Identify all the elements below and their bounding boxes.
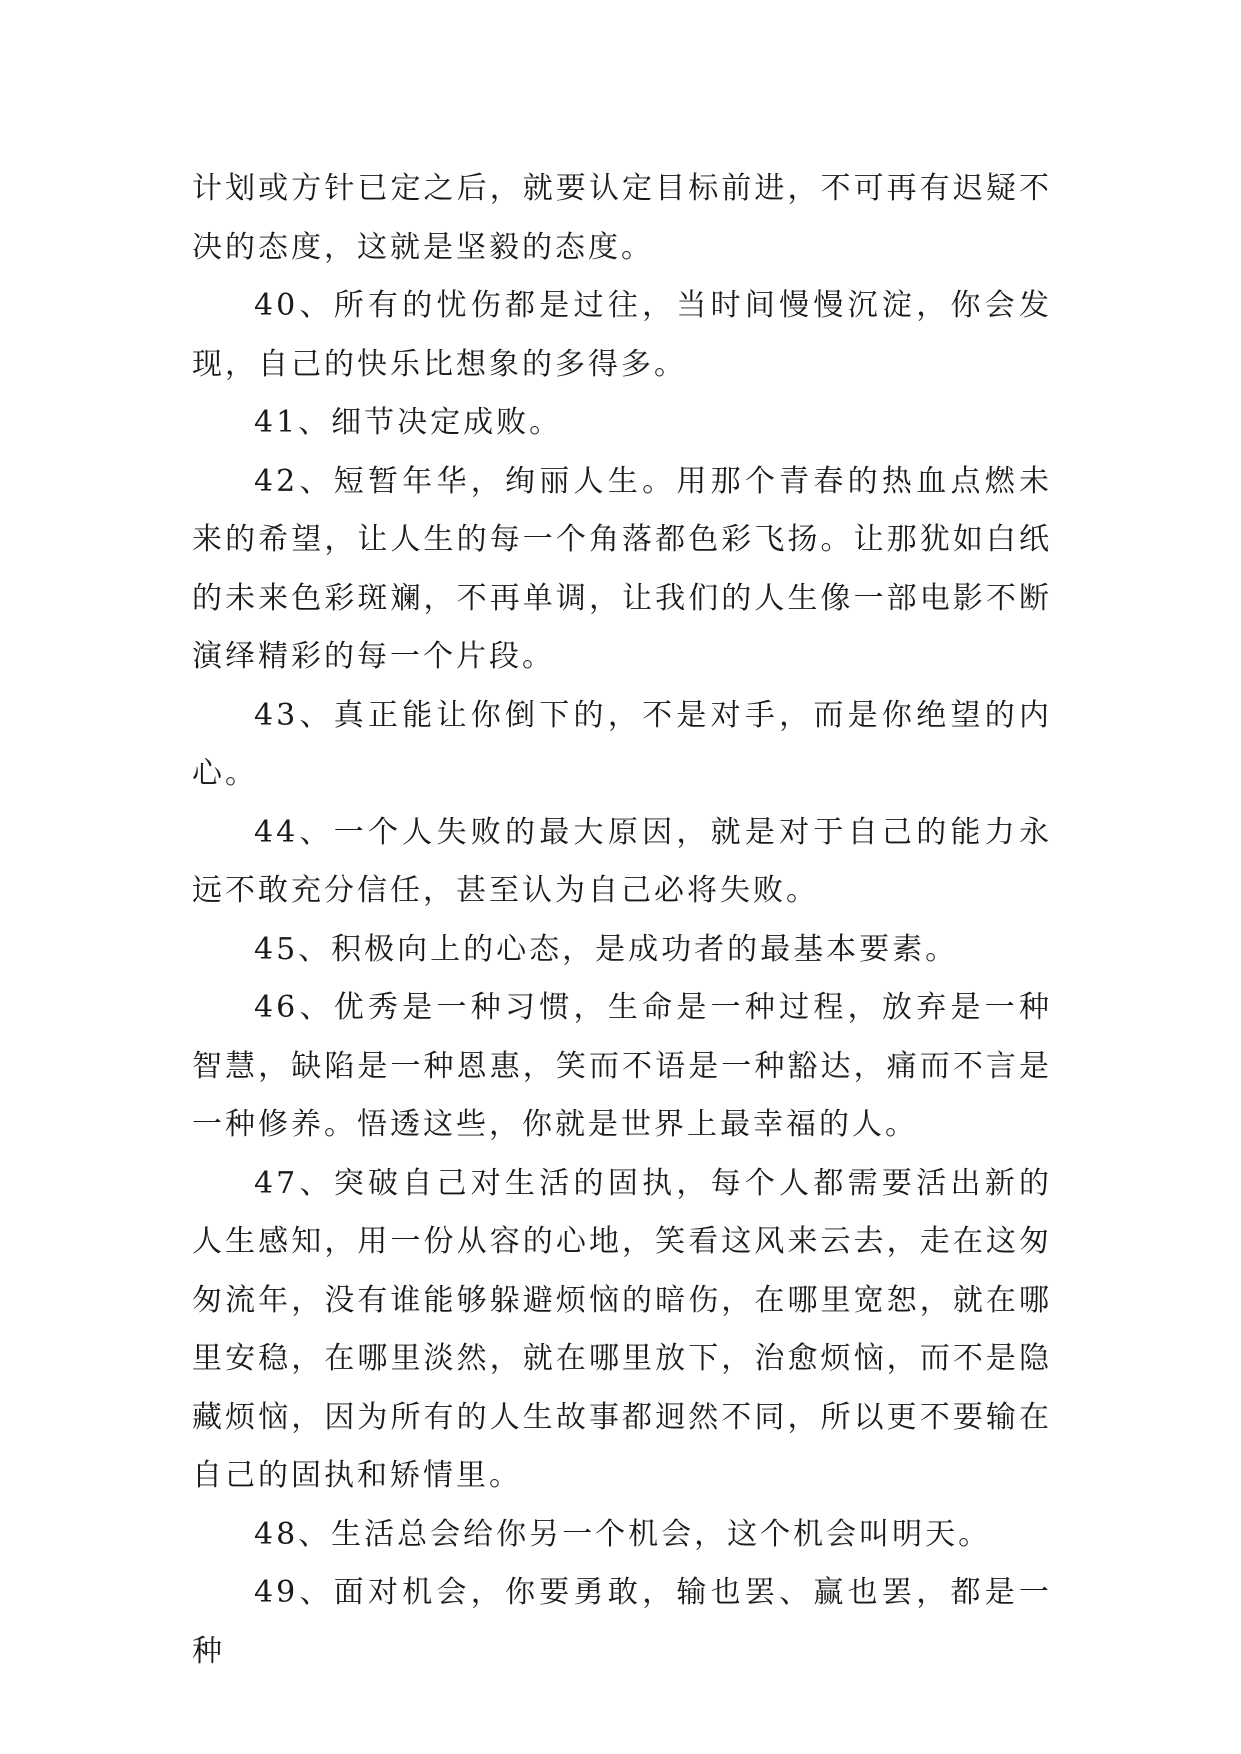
document-body <box>192 160 1052 1681</box>
paragraph-40: 40、所有的忧伤都是过往，当时间慢慢沉淀，你会发现，自己的快乐比想象的多得多。 <box>192 288 1052 382</box>
paragraph-continuation: 计划或方针已定之后，就要认定目标前进，不可再有迟疑不决的态度，这就是坚毅的态度。 <box>192 171 1052 265</box>
paragraph-42: 42、短暂年华，绚丽人生。用那个青春的热血点燃未来的希望，让人生的每一个角落都色彩飞扬。让那犹如白纸的未来色彩斑斓，不再单调，让我们的人生像一部电影不断演绎精彩的每一个片段。 <box>192 463 1052 674</box>
paragraph-49: 49、面对机会，你要勇敢，输也罢、赢也罢，都是一种 <box>192 1575 1052 1669</box>
paragraph-41: 41、细节决定成败。 <box>254 405 563 440</box>
paragraph-43: 43、真正能让你倒下的，不是对手，而是你绝望的内心。 <box>192 697 1052 791</box>
paragraph-44: 44、一个人失败的最大原因，就是对于自己的能力永远不敢充分信任，甚至认为自己必将失败。 <box>192 814 1052 908</box>
paragraph-47: 47、突破自己对生活的固执，每个人都需要活出新的人生感知，用一份从容的心地，笑看这风来云去，走在这匆匆流年，没有谁能够躲避烦恼的暗伤，在哪里宽恕，就在哪里安稳，在哪里淡然，就在哪里放下，治愈烦恼，而不是隐藏烦恼，因为所有的人生故事都迥然不同，所以更不要输在自己的固执和矫情里。 <box>192 1165 1052 1493</box>
paragraph-48: 48、生活总会给你另一个机会，这个机会叫明天。 <box>254 1516 992 1552</box>
paragraph-46: 46、优秀是一种习惯，生命是一种过程，放弃是一种智慧，缺陷是一种恩惠，笑而不语是一种豁达，痛而不言是一种修养。悟透这些，你就是世界上最幸福的人。 <box>192 990 1052 1142</box>
paragraph-45: 45、积极向上的心态，是成功者的最基本要素。 <box>254 931 959 967</box>
